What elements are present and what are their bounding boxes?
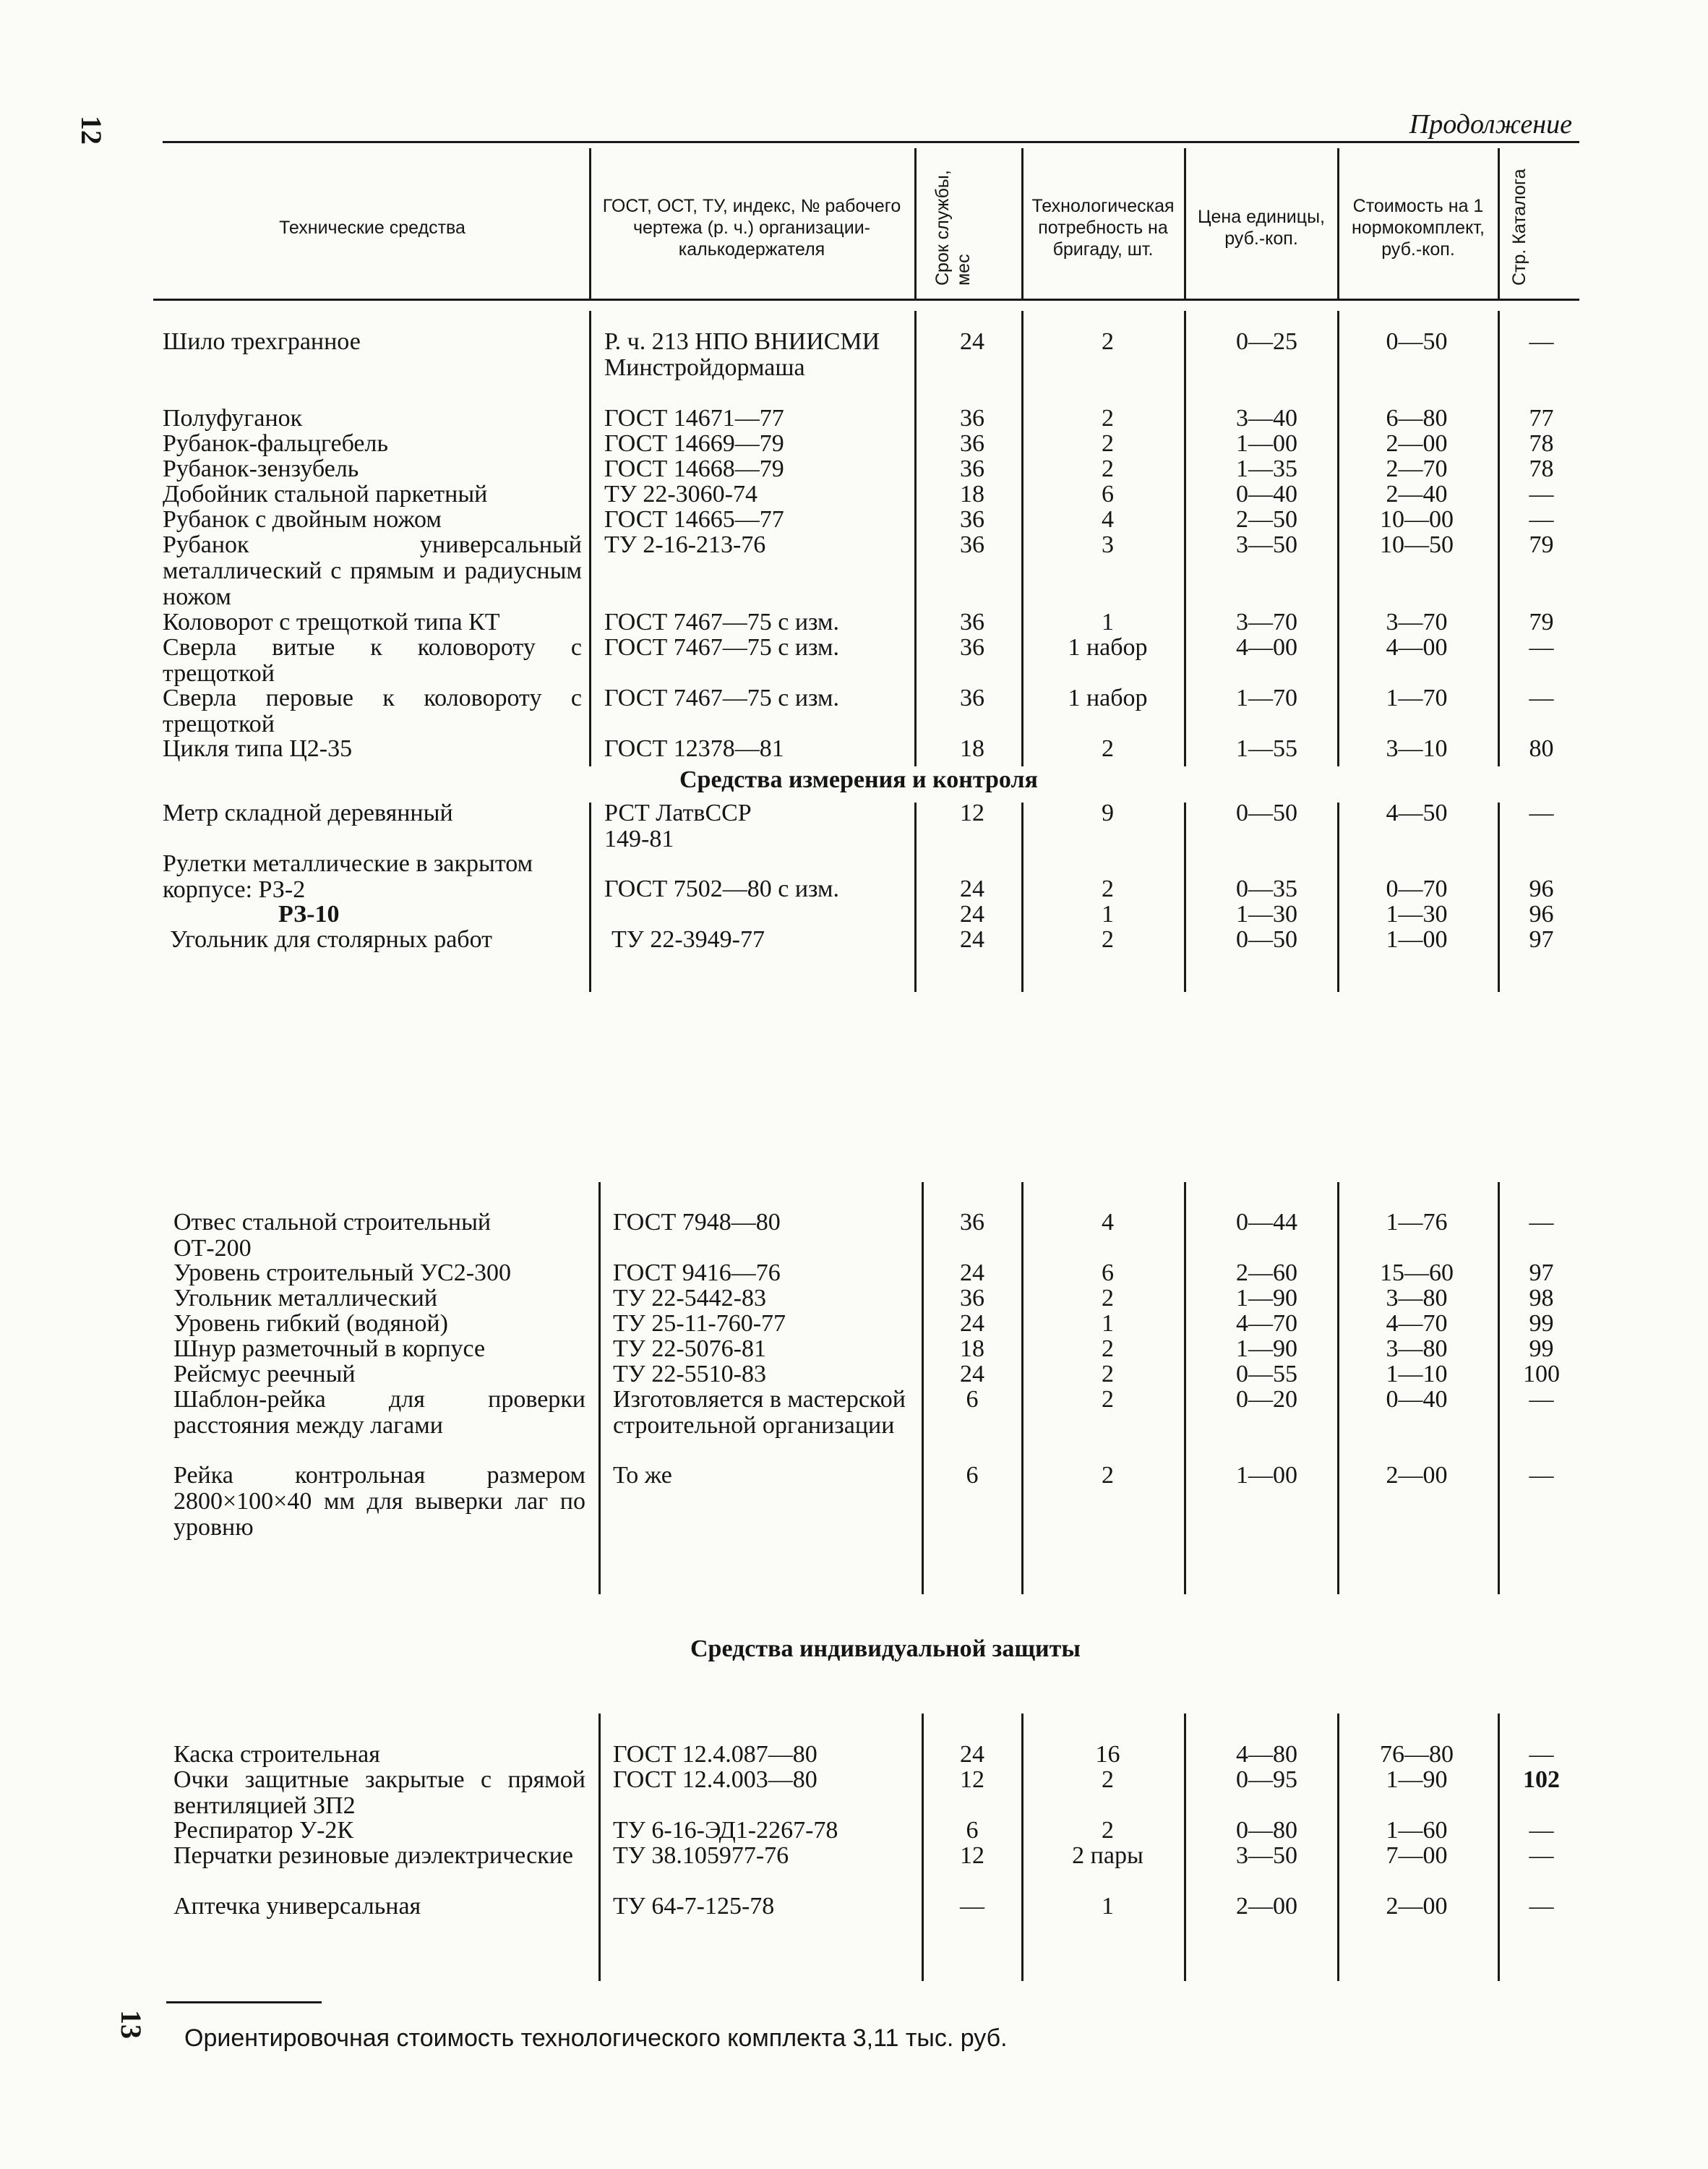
row-term: 36 [960,1285,984,1312]
row-cost: 1—90 [1386,1766,1448,1793]
row-name: Угольник металлический [173,1285,438,1312]
row-gost: ТУ 22-5076-81 [613,1335,766,1362]
row-need: 2 [1102,1285,1114,1312]
row-gost: ТУ 22-5510-83 [613,1361,766,1387]
row-price: 1—70 [1236,685,1297,711]
row-name: Шнур разметочный в корпусе [173,1335,486,1362]
row-gost: ГОСТ 14665—77 [604,506,784,533]
row-term: 24 [960,926,984,953]
row-need: 16 [1095,1741,1120,1768]
header-price: Цена единицы, руб.-коп. [1198,207,1325,249]
header-top-rule [163,141,1579,143]
row-cost: 0—40 [1386,1386,1448,1413]
row-cost: 4—00 [1386,634,1448,661]
row-need: 2 [1102,405,1114,432]
row-page: 98 [1529,1285,1554,1312]
row-page: 97 [1529,926,1554,953]
row-term: 12 [960,1766,984,1793]
row-gost: ГОСТ 14668—79 [604,455,784,482]
row-page: 99 [1529,1310,1554,1337]
row-term: 36 [960,634,984,661]
page-number-bottom: 13 [115,2010,147,2039]
row-name: Рулетки металлические в закрытом корпусе: РЗ-2 [163,850,533,903]
row-price: 4—00 [1236,634,1297,661]
row-cost: 1—10 [1386,1361,1448,1387]
row-term: 36 [960,685,984,711]
row-term: 36 [960,430,984,457]
row-page: 102 [1523,1766,1560,1793]
row-cost: 4—50 [1386,800,1448,826]
row-need: 1 набор [1068,634,1148,661]
footnote: Ориентировочная стоимость технологического комплекта 3,11 тыс. руб. [184,2024,1008,2052]
header-divider [1184,148,1186,299]
row-cost: 1—76 [1386,1209,1448,1236]
row-gost: ТУ 25-11-760-77 [613,1310,786,1337]
row-page: — [1529,1893,1554,1920]
row-name: Цикля типа Ц2-35 [163,735,353,762]
row-term: 24 [960,876,984,902]
row-need: 4 [1102,1209,1114,1236]
row-page: 78 [1529,430,1554,457]
row-cost: 4—70 [1386,1310,1448,1337]
row-price: 0—50 [1236,800,1297,826]
row-gost: ГОСТ 7467—75 с изм. [604,609,839,636]
row-name: Рубанок-фальцгебель [163,430,388,457]
row-term: 12 [960,800,984,826]
row-price: 0—25 [1236,328,1297,355]
row-page: 97 [1529,1259,1554,1286]
column-rule [1498,803,1500,992]
row-price: 3—40 [1236,405,1297,432]
row-name: Рейка контрольная размером 2800×100×40 мм для выверки лаг по уровню [173,1462,585,1541]
row-term: 24 [960,1741,984,1768]
row-term: 36 [960,1209,984,1236]
row-price: 1—00 [1236,1462,1297,1489]
row-need: 2 [1102,1817,1114,1844]
row-gost: Р. ч. 213 НПО ВНИИСМИ Минстройдормаша [604,328,880,381]
row-price: 1—55 [1236,735,1297,762]
row-gost: ГОСТ 12.4.087—80 [613,1741,817,1768]
row-price: 0—20 [1236,1386,1297,1413]
header-divider [589,148,591,299]
row-price: 1—90 [1236,1285,1297,1312]
row-price: 1—30 [1236,901,1297,928]
row-term: 36 [960,506,984,533]
row-price: 2—60 [1236,1259,1297,1286]
row-name: Метр складной деревянный [163,800,453,826]
column-rule [1498,311,1500,766]
row-name: Шило трехгранное [163,328,361,355]
column-rule [1021,1182,1023,1594]
row-page: 96 [1529,876,1554,902]
row-price: 1—00 [1236,430,1297,457]
row-cost: 2—00 [1386,1893,1448,1920]
column-rule [598,1714,601,1981]
row-gost: РСТ ЛатвССР 149-81 [604,800,752,852]
row-name: Отвес стальной строительный ОТ-200 [173,1209,492,1262]
row-gost: ТУ 64-7-125-78 [613,1893,775,1920]
row-gost: Изготовляется в мастерской строительной организации [613,1386,906,1439]
row-term: 24 [960,1310,984,1337]
row-page: — [1529,1209,1554,1236]
page-number-top: 12 [75,116,108,145]
row-need: 2 [1102,455,1114,482]
row-need: 2 [1102,430,1114,457]
row-price: 2—50 [1236,506,1297,533]
row-price: 0—95 [1236,1766,1297,1793]
row-gost: ТУ 6-16-ЭД1-2267-78 [613,1817,838,1844]
row-gost: ГОСТ 14669—79 [604,430,784,457]
row-name: Сверла перовые к коловороту с трещоткой [163,685,582,737]
column-rule [1498,1182,1500,1594]
row-cost: 10—50 [1380,531,1454,558]
row-gost: ГОСТ 12378—81 [604,735,784,762]
row-need: 2 пары [1072,1842,1143,1869]
row-name: Угольник для столярных работ [170,926,493,953]
row-name: РЗ-10 [278,901,340,928]
row-need: 2 [1102,926,1114,953]
row-need: 4 [1102,506,1114,533]
row-name: Рубанок-зензубель [163,455,359,482]
row-page: 100 [1523,1361,1560,1387]
row-page: — [1529,481,1554,508]
row-name: Добойник стальной паркетный [163,481,488,508]
row-price: 2—00 [1236,1893,1297,1920]
row-price: 0—40 [1236,481,1297,508]
row-name: Каска строительная [173,1741,380,1768]
row-need: 3 [1102,531,1114,558]
row-page: 77 [1529,405,1554,432]
row-gost: ГОСТ 12.4.003—80 [613,1766,817,1793]
row-page: — [1529,1386,1554,1413]
row-need: 2 [1102,735,1114,762]
row-cost: 1—30 [1386,901,1448,928]
row-page: 79 [1529,531,1554,558]
row-gost: ГОСТ 7502—80 с изм. [604,876,839,902]
row-page: — [1529,328,1554,355]
row-page: 99 [1529,1335,1554,1362]
row-cost: 1—70 [1386,685,1448,711]
row-name: Рейсмус реечный [173,1361,356,1387]
row-cost: 3—80 [1386,1285,1448,1312]
row-term: 24 [960,1259,984,1286]
row-gost: ТУ 22-3949-77 [611,926,765,953]
row-term: 36 [960,531,984,558]
row-page: 96 [1529,901,1554,928]
row-need: 6 [1102,481,1114,508]
row-price: 4—70 [1236,1310,1297,1337]
row-page: — [1529,1741,1554,1768]
header-term-cell [932,159,1012,296]
row-page: 79 [1529,609,1554,636]
row-need: 1 [1102,1310,1114,1337]
row-gost: ТУ 2-16-213-76 [604,531,766,558]
column-rule [589,803,591,992]
section-title-measurement: Средства измерения и контроля [679,766,1038,793]
header-divider [1021,148,1023,299]
row-page: — [1529,506,1554,533]
column-rule [1021,1714,1023,1981]
header-cost: Стоимость на 1 нормокомплект, руб.-коп. [1352,196,1485,260]
header-divider [1337,148,1339,299]
header-name: Технические средства [279,218,465,238]
row-term: 18 [960,481,984,508]
row-page: — [1529,1817,1554,1844]
row-gost: ГОСТ 9416—76 [613,1259,781,1286]
row-name: Полуфуганок [163,405,303,432]
row-cost: 10—00 [1380,506,1454,533]
row-need: 2 [1102,1386,1114,1413]
header-divider [1498,148,1500,299]
row-cost: 0—50 [1386,328,1448,355]
row-gost: ГОСТ 7467—75 с изм. [604,634,839,661]
row-term: 24 [960,328,984,355]
column-rule [922,1182,924,1594]
row-cost: 3—10 [1386,735,1448,762]
row-gost: ГОСТ 14671—77 [604,405,784,432]
row-cost: 15—60 [1380,1259,1454,1286]
row-need: 2 [1102,328,1114,355]
row-gost: То же [613,1462,672,1489]
row-price: 0—44 [1236,1209,1297,1236]
row-term: 6 [966,1386,979,1413]
row-name: Уровень строительный УС2-300 [173,1259,512,1286]
row-gost: ТУ 22-5442-83 [613,1285,766,1312]
row-cost: 3—70 [1386,609,1448,636]
row-need: 1 набор [1068,685,1148,711]
row-name: Сверла витые к коловороту с трещоткой [163,634,582,687]
column-rule [598,1182,601,1594]
row-page: 80 [1529,735,1554,762]
row-term: 24 [960,901,984,928]
header-need: Технологическая потребность на бригаду, шт. [1031,196,1175,260]
header-page-cell [1509,159,1578,296]
row-price: 0—50 [1236,926,1297,953]
row-gost: ГОСТ 7948—80 [613,1209,781,1236]
row-need: 6 [1102,1259,1114,1286]
row-need: 2 [1102,1462,1114,1489]
row-name: Аптечка универсальная [173,1893,421,1920]
row-term: 6 [966,1817,979,1844]
row-page: — [1529,685,1554,711]
row-gost: ГОСТ 7467—75 с изм. [604,685,839,711]
row-name: Коловорот с трещоткой типа КТ [163,609,500,636]
row-page: — [1529,634,1554,661]
row-price: 3—50 [1236,531,1297,558]
row-need: 2 [1102,1766,1114,1793]
row-price: 1—35 [1236,455,1297,482]
row-price: 0—35 [1236,876,1297,902]
row-price: 3—50 [1236,1842,1297,1869]
row-cost: 2—00 [1386,1462,1448,1489]
row-need: 1 [1102,1893,1114,1920]
row-page: — [1529,1462,1554,1489]
row-cost: 2—70 [1386,455,1448,482]
row-need: 2 [1102,876,1114,902]
row-price: 3—70 [1236,609,1297,636]
row-page: — [1529,1842,1554,1869]
column-rule [589,311,591,766]
row-cost: 2—40 [1386,481,1448,508]
row-price: 0—55 [1236,1361,1297,1387]
row-term: 36 [960,405,984,432]
row-page: — [1529,800,1554,826]
row-cost: 3—80 [1386,1335,1448,1362]
header-bottom-rule [153,299,1579,301]
footnote-rule [166,2001,322,2003]
row-cost: 1—00 [1386,926,1448,953]
row-term: 12 [960,1842,984,1869]
row-need: 9 [1102,800,1114,826]
row-name: Перчатки резиновые диэлектрические [173,1842,573,1869]
row-need: 2 [1102,1361,1114,1387]
row-name: Шаблон-рейка для проверки расстояния между лагами [173,1386,585,1439]
row-name: Рубанок с двойным ножом [163,506,442,533]
row-need: 1 [1102,901,1114,928]
header-divider [914,148,917,299]
row-need: 1 [1102,609,1114,636]
row-term: 18 [960,1335,984,1362]
row-cost: 1—60 [1386,1817,1448,1844]
continuation-label: Продолжение [1409,109,1572,140]
row-term: 18 [960,735,984,762]
row-name: Респиратор У-2К [173,1817,354,1844]
header-gost: ГОСТ, ОСТ, ТУ, индекс, № рабочего чертежа (р. ч.) организации-калькодержателя [602,196,901,260]
row-need: 2 [1102,1335,1114,1362]
row-name: Очки защитные закрытые с прямой вентиляцией ЗП2 [173,1766,585,1819]
section-title-protection: Средства индивидуальной защиты [690,1635,1081,1662]
row-name: Уровень гибкий (водяной) [173,1310,448,1337]
row-price: 4—80 [1236,1741,1297,1768]
row-page: 78 [1529,455,1554,482]
row-cost: 6—80 [1386,405,1448,432]
row-price: 1—90 [1236,1335,1297,1362]
row-term: 36 [960,609,984,636]
row-cost: 7—00 [1386,1842,1448,1869]
row-term: 36 [960,455,984,482]
header-page: Стр. Каталога [1509,168,1529,286]
row-term: 6 [966,1462,979,1489]
row-name: Рубанок универсальный металлический с прямым и радиусным ножом [163,531,582,610]
row-gost: ТУ 38.105977-76 [613,1842,789,1869]
row-cost: 76—80 [1380,1741,1454,1768]
header-term: Срок службы, мес [932,170,974,286]
row-gost: ТУ 22-3060-74 [604,481,758,508]
row-price: 0—80 [1236,1817,1297,1844]
row-cost: 0—70 [1386,876,1448,902]
row-cost: 2—00 [1386,430,1448,457]
column-rule [1498,1714,1500,1981]
row-term: 24 [960,1361,984,1387]
row-term: — [960,1893,984,1920]
